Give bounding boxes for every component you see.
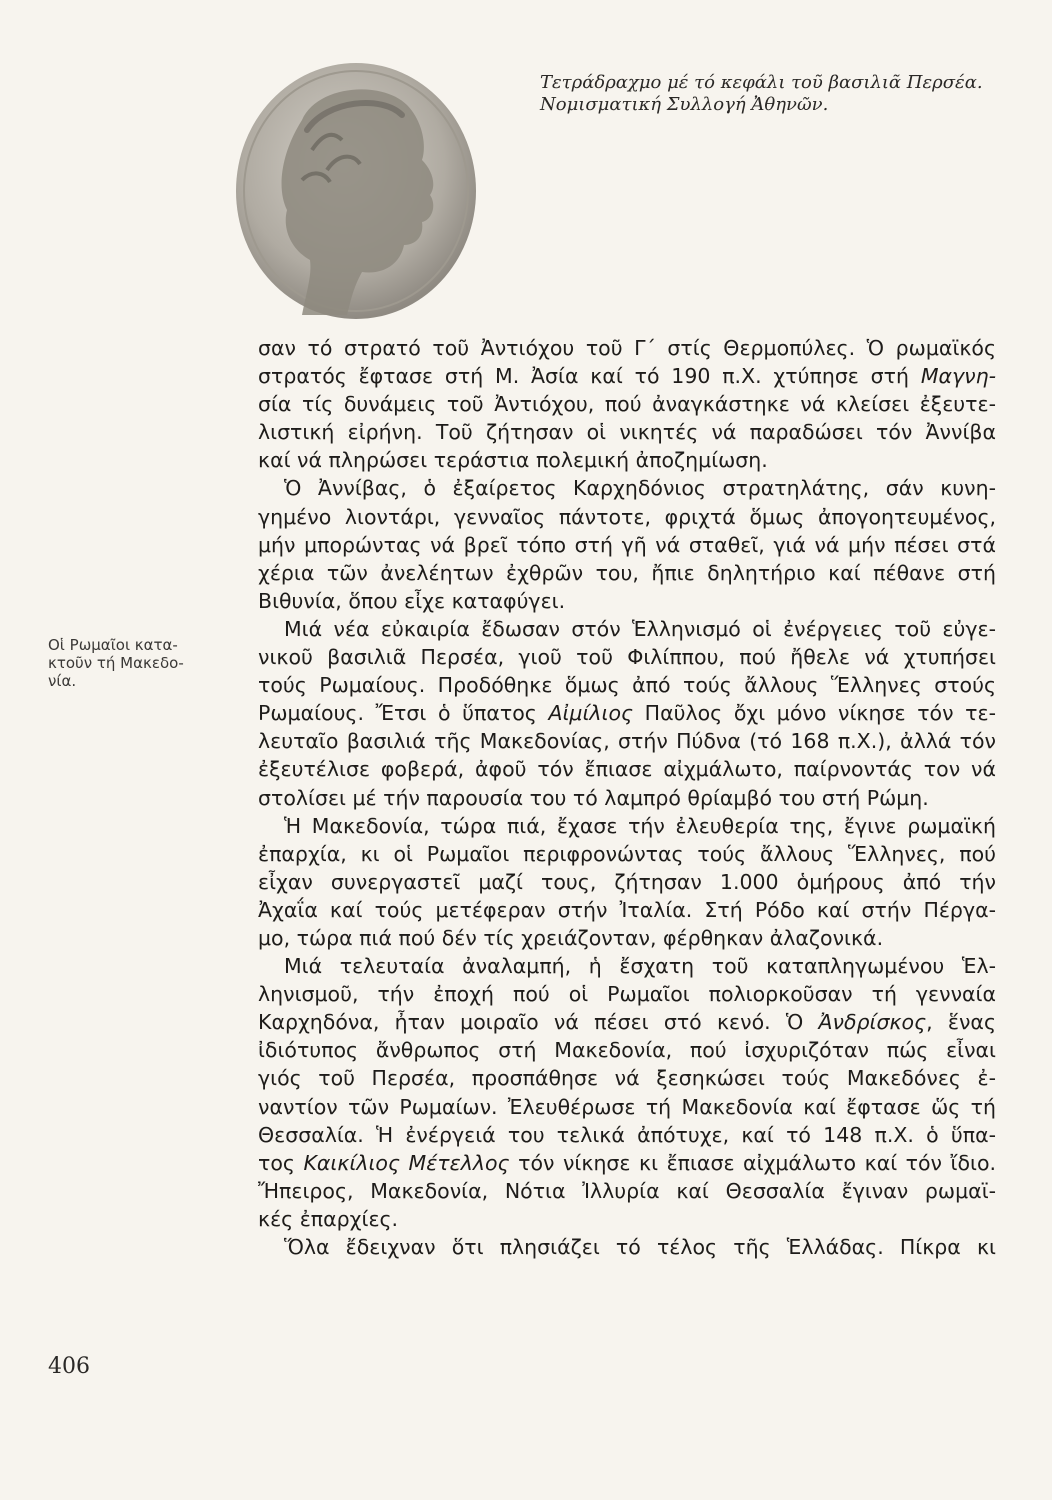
text-line: μήν μπορώντας νά βρεῖ τόπο στή γῆ νά σταθεῖ, γιά νά μήν πέσει στά xyxy=(258,532,996,557)
text-run: τος xyxy=(258,1150,304,1175)
text-run: στρατός ἔφτασε στή Μ. Ἀσία καί τό 190 π.Χ. χτύπησε στή xyxy=(258,364,921,389)
text-line: ἰδιότυπος ἄνθρωπος στή Μακεδονία, πού ἰσχυριζόταν πώς εἶναι xyxy=(258,1038,996,1063)
margin-note xyxy=(48,636,218,690)
text-line: εἶχαν συνεργαστεῖ μαζί τους, ζήτησαν 1.000 ὁμήρους ἀπό τήν xyxy=(258,869,996,894)
text-line: κές ἐπαρχίες. xyxy=(258,1206,399,1231)
page-number: 406 xyxy=(48,1354,90,1379)
text-line: Μιά τελευταία ἀναλαμπή, ἡ ἔσχατη τοῦ καταπληγωμένου Ἑλ- xyxy=(284,954,996,979)
text-line: νικοῦ βασιλιᾶ Περσέα, γιοῦ τοῦ Φιλίππου, πού ἤθελε νά χτυπήσει xyxy=(258,645,996,670)
margin-note-line: Οἱ Ρωμαῖοι κατα- xyxy=(48,636,178,654)
text-line: σαν τό στρατό τοῦ Ἀντιόχου τοῦ Γ΄ στίς Θερμοπύλες. Ὁ ρωμαϊκός xyxy=(258,336,996,360)
text-run: Καρχηδόνα, ἦταν μοιραῖο νά πέσει στό κενό. Ὁ xyxy=(258,1010,819,1035)
body-text xyxy=(258,334,996,1261)
text-line: στολίσει μέ τήν παρουσία του τό λαμπρό θρίαμβό του στή Ρώμη. xyxy=(258,785,929,810)
text-line: Μιά νέα εὐκαιρία ἔδωσαν στόν Ἑλληνισμό οἱ ἐνέργειες τοῦ εὐγε- xyxy=(284,616,996,641)
text-run: Ρωμαίους. Ἔτσι ὁ ὕπατος xyxy=(258,701,549,726)
text-line: ληνισμοῦ, τήν ἐποχή πού οἱ Ρωμαῖοι πολιορκοῦσαν τή γενναία xyxy=(258,982,996,1007)
text-line: τούς Ρωμαίους. Προδόθηκε ὅμως ἀπό τούς ἄλλους Ἕλληνες στούς xyxy=(258,673,996,698)
italic-term: Μαγνη- xyxy=(920,364,996,389)
text-line: λευταῖο βασιλιά τῆς Μακεδονίας, στήν Πύδνα (τό 168 π.Χ.), ἀλλά τόν xyxy=(258,729,996,754)
text-line xyxy=(258,1149,996,1177)
text-line: καί νά πληρώσει τεράστια πολεμική ἀποζημίωση. xyxy=(258,448,768,473)
coin-image xyxy=(232,60,480,322)
text-line: Ἤπειρος, Μακεδονία, Νότια Ἰλλυρία καί Θεσσαλία ἔγιναν ρωμαϊ- xyxy=(258,1178,996,1203)
italic-term: Αἰμίλιος xyxy=(548,701,634,726)
text-line: γιός τοῦ Περσέα, προσπάθησε νά ξεσηκώσει τούς Μακεδόνες ἐ- xyxy=(258,1066,996,1091)
text-line: χέρια τῶν ἀνελέητων ἐχθρῶν του, ἤπιε δηλητήριο καί πέθανε στή xyxy=(258,560,996,585)
text-run: τόν νίκησε κι ἔπιασε αἰχμάλωτο καί τόν ἴδιο. xyxy=(509,1150,997,1175)
text-line: Θεσσαλία. Ἡ ἐνέργειά του τελικά ἀπότυχε, καί τό 148 π.Χ. ὁ ὕπα- xyxy=(258,1122,996,1147)
text-line xyxy=(258,362,996,390)
text-run: Παῦλος ὄχι μόνο νίκησε τόν τε- xyxy=(633,701,997,726)
text-line: Ὅλα ἔδειχναν ὅτι πλησιάζει τό τέλος τῆς Ἑλλάδας. Πίκρα κι xyxy=(284,1235,996,1259)
image-caption xyxy=(540,72,1020,116)
text-line: γημένο λιοντάρι, γενναῖος πάντοτε, φριχτά ὅμως ἀπογοητευμένος, xyxy=(258,504,996,529)
text-line: μο, τώρα πιά πού δέν τίς χρειάζονταν, φέρθηκαν ἀλαζονικά. xyxy=(258,925,884,950)
text-line: ἐξευτέλισε φοβερά, ἀφοῦ τόν ἔπιασε αἰχμάλωτο, παίρνοντάς τον νά xyxy=(258,757,996,782)
text-line xyxy=(258,1008,996,1036)
margin-note-line: κτοῦν τή Μακεδο- xyxy=(48,654,184,672)
text-line: Ἡ Μακεδονία, τώρα πιά, ἔχασε τήν ἐλευθερία της, ἔγινε ρωμαϊκή xyxy=(284,813,996,838)
caption-line: Τετράδραχμο μέ τό κεφάλι τοῦ βασιλιᾶ Περσέα. xyxy=(540,72,983,93)
italic-term: Ἀνδρίσκος xyxy=(818,1010,927,1035)
caption-line: Νομισματική Συλλογή Ἀθηνῶν. xyxy=(540,94,829,115)
text-line: σία τίς δυνάμεις τοῦ Ἀντιόχου, πού ἀναγκάστηκε νά κλείσει ἐξευτε- xyxy=(258,392,996,417)
italic-term: Καικίλιος Μέτελλος xyxy=(303,1150,510,1175)
text-line: Ἀχαΐα καί τούς μετέφεραν στήν Ἰταλία. Στή Ρόδο καί στήν Πέργα- xyxy=(258,897,996,922)
text-line xyxy=(258,699,996,727)
text-line: λιστική εἰρήνη. Τοῦ ζήτησαν οἱ νικητές νά παραδώσει τόν Ἀννίβα xyxy=(258,420,996,445)
text-line: ἐπαρχία, κι οἱ Ρωμαῖοι περιφρονώντας τούς ἄλλους Ἕλληνες, πού xyxy=(258,841,996,866)
text-run: , ἕνας xyxy=(926,1010,996,1035)
text-line: ναντίον τῶν Ρωμαίων. Ἐλευθέρωσε τή Μακεδονία καί ἔφτασε ὥς τή xyxy=(258,1094,996,1119)
margin-note-line: νία. xyxy=(48,672,77,690)
text-line: Ὁ Ἀννίβας, ὁ ἐξαίρετος Καρχηδόνιος στρατηλάτης, σάν κυνη- xyxy=(284,476,996,501)
text-line: Βιθυνία, ὅπου εἶχε καταφύγει. xyxy=(258,588,566,613)
